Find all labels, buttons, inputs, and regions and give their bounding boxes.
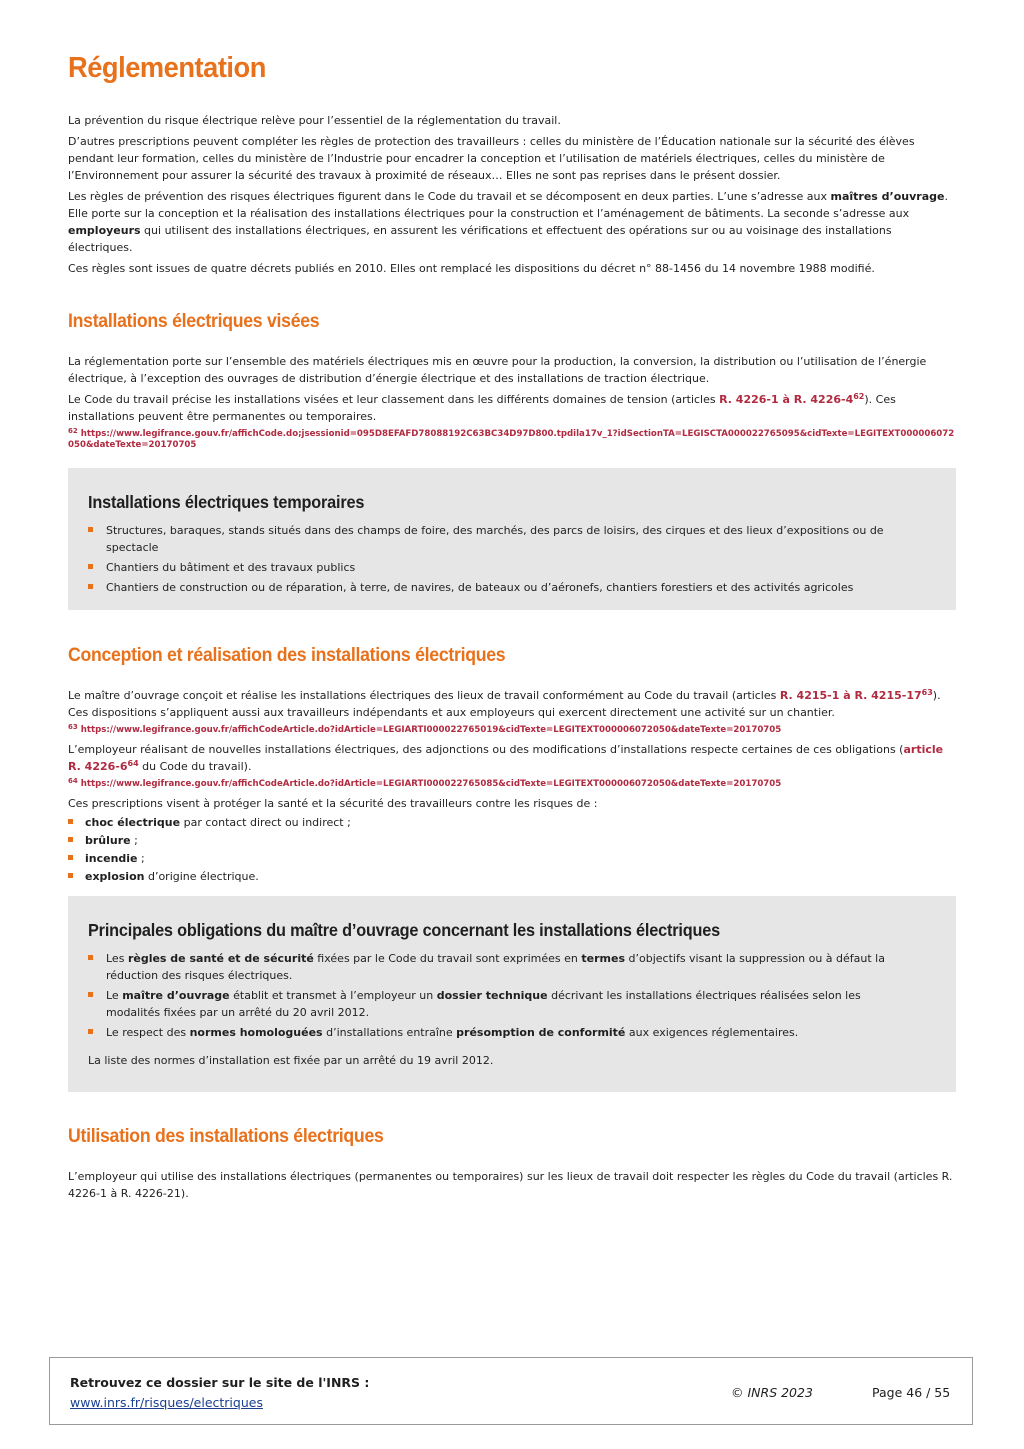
list-item: Le maître d’ouvrage établit et transmet à l’employeur un dossier technique décrivant les installations électriques réalisées selon les modalités fixées par un arrêté du 20 avril 2012. [88,987,916,1021]
footnote-link[interactable]: https://www.legifrance.gouv.fr/affichCodeArticle.do?idArticle=LEGIARTI000022765019&cidTexte=LEGITEXT000006072050&dateTexte=20170705 [80,725,782,735]
footer-title: Retrouvez ce dossier sur le site de l'INRS : [70,1375,370,1390]
list-item: choc électrique par contact direct ou indirect ; [68,814,956,831]
intro-paragraph: Les règles de prévention des risques électriques figurent dans le Code du travail et se décomposent en deux parties. L’une s’adresse aux maîtres d’ouvrage. Elle porte sur la conception et la réalisation des installations électriques pour la construction et l’aménagement de bâtiments. La seconde s’adresse aux employeurs qui utilisent des installations électriques, en assurent les vérifications et effectuent des opérations sur ou au voisinage des installations électriques. [68,190,948,254]
footnote-ref[interactable]: 63 [921,688,933,697]
section-heading: Installations électriques visées [68,311,320,332]
article-link[interactable]: article R. 4226-6 [68,743,944,773]
risk-list [68,814,956,885]
section-paragraph: L’employeur qui utilise des installations électriques (permanentes ou temporaires) sur les lieux de travail doit respecter les règles du Code du travail (articles R. 4226-1 à R. 4226-21). [68,1170,953,1200]
intro-paragraph: La prévention du risque électrique relève pour l’essentiel de la réglementation du travail. [68,114,561,127]
footer-link[interactable]: www.inrs.fr/risques/electriques [70,1395,263,1410]
list-item: Chantiers du bâtiment et des travaux publics [88,559,936,576]
section-heading: Utilisation des installations électriques [68,1126,384,1147]
page-number: Page 46 / 55 [872,1385,951,1400]
list-item: brûlure ; [68,832,956,849]
bullet-list [88,522,936,596]
info-box-temporary [68,468,956,610]
section-heading: Conception et réalisation des installations électriques [68,645,506,666]
box-note: La liste des normes d’installation est fixée par un arrêté du 19 avril 2012. [88,1054,494,1067]
document-body [68,52,956,1206]
section-paragraph: L’employeur réalisant de nouvelles installations électriques, des adjonctions ou des modifications d’installations respecte certaines de ces obligations (article R. 4226-6$^{64}$ du Code du travail). [68,743,944,773]
bullet-list [88,950,936,1041]
footnote: $^{64}$ https://www.legifrance.gouv.fr/affichCodeArticle.do?idArticle=LEGIARTI000022765085&cidTexte=LEGITEXT000006072050&dateTexte=20170705 [68,777,782,789]
section-paragraph: Le maître d’ouvrage conçoit et réalise les installations électriques des lieux de travail conformément au Code du travail (articles R. 4215-1 à R. 4215-17$^{63}$). Ces dispositions s’appliquent aussi aux travailleurs indépendants et aux employeurs qui exercent directement une activité sur un chantier. [68,688,941,719]
section-paragraph: Ces prescriptions visent à protéger la santé et la sécurité des travailleurs contre les risques de : [68,797,598,810]
page-title: Réglementation [68,52,266,84]
bold-term: employeurs [68,224,141,237]
footnote: $^{62}$ https://www.legifrance.gouv.fr/affichCode.do;jsessionid=095D8EFAFD78088192C63BC34D97D800.tpdila17v_1?idSectionTA=LEGISCTA000022765095&cidTexte=LEGITEXT000006072050&dateTexte=20170705 [68,427,955,450]
list-item: Le respect des normes homologuées d’installations entraîne présomption de conformité aux exigences réglementaires. [88,1024,916,1041]
article-link[interactable]: R. 4226-1 à R. 4226-4 [719,393,854,406]
list-item: Structures, baraques, stands situés dans des champs de foire, des marchés, des parcs de loisirs, des cirques et des lieux d’expositions ou de spectacle [88,522,936,556]
footnote-link[interactable]: https://www.legifrance.gouv.fr/affichCode.do;jsessionid=095D8EFAFD78088192C63BC34D97D800.tpdila17v_1?idSectionTA=LEGISCTA000022765095&cidTexte=LEGITEXT000006072050&dateTexte=20170705 [68,429,955,450]
info-box-obligations [68,896,956,1092]
bold-term: maîtres d’ouvrage [830,190,945,203]
copyright: © INRS 2023 [731,1385,813,1400]
article-link[interactable]: R. 4215-1 à R. 4215-17 [779,689,922,702]
footnote-ref[interactable]: 62 [853,392,865,401]
intro-paragraph: D’autres prescriptions peuvent compléter les règles de protection des travailleurs : celles du ministère de l’Éducation nationale sur la sécurité des élèves pendant leur formation, celles du ministère de l’Industrie pour encadrer la conception et l’utilisation de matériels électriques, celles du ministère de l’Environnement pour assurer la sécurité des travaux à proximité de réseaux… Elles ne sont pas reprises dans le présent dossier. [68,135,915,182]
intro-paragraph: Ces règles sont issues de quatre décrets publiés en 2010. Elles ont remplacé les dispositions du décret n° 88-1456 du 14 novembre 1988 modifié. [68,262,875,275]
box-title: Principales obligations du maître d’ouvrage concernant les installations électriques [88,920,720,940]
page-footer [49,1357,973,1425]
list-item: Les règles de santé et de sécurité fixées par le Code du travail sont exprimées en termes d’objectifs visant la suppression ou à défaut la réduction des risques électriques. [88,950,916,984]
section-paragraph: La réglementation porte sur l’ensemble des matériels électriques mis en œuvre pour la production, la conversion, la distribution ou l’utilisation de l’énergie électrique, à l’exception des ouvrages de distribution d’énergie électrique et des installations de traction électrique. [68,355,927,385]
list-item: incendie ; [68,850,956,867]
list-item: Chantiers de construction ou de réparation, à terre, de navires, de bateaux ou d’aéronefs, chantiers forestiers et des activités agricoles [88,579,936,596]
footnote-link[interactable]: https://www.legifrance.gouv.fr/affichCodeArticle.do?idArticle=LEGIARTI000022765085&cidTexte=LEGITEXT000006072050&dateTexte=20170705 [80,779,782,789]
section-paragraph: Le Code du travail précise les installations visées et leur classement dans les différents domaines de tension (articles R. 4226-1 à R. 4226-4$^{62}$). Ces installations peuvent être permanentes ou temporaires. [68,392,896,423]
list-item: explosion d’origine électrique. [68,868,956,885]
footnote-ref[interactable]: 64 [127,759,139,768]
footnote: $^{63}$ https://www.legifrance.gouv.fr/affichCodeArticle.do?idArticle=LEGIARTI000022765019&cidTexte=LEGITEXT000006072050&dateTexte=20170705 [68,723,782,735]
box-title: Installations électriques temporaires [88,492,365,512]
